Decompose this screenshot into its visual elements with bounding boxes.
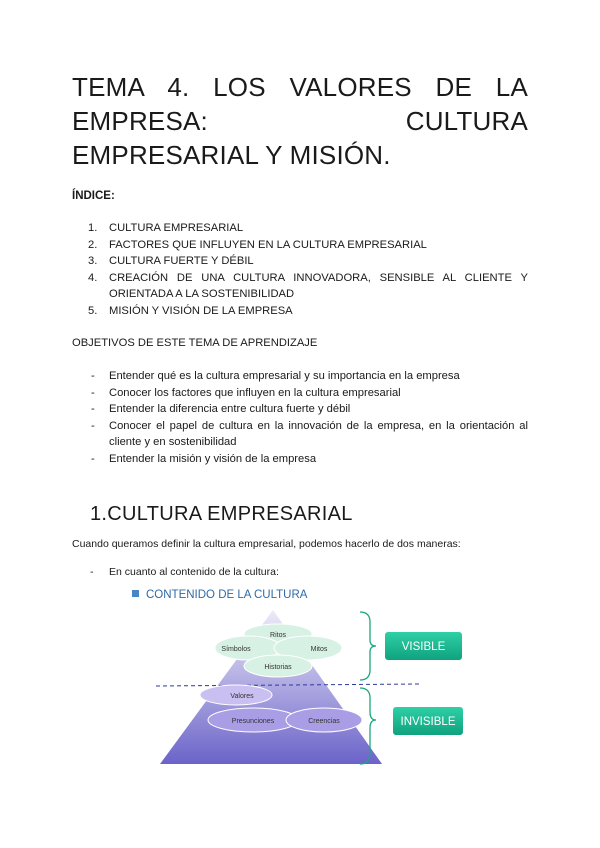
index-list (72, 220, 528, 319)
index-item-text: CULTURA EMPRESARIAL (109, 222, 244, 234)
visible-label: VISIBLE (401, 641, 446, 653)
bubble-label-mitos: Mitos (310, 646, 328, 653)
section-intro: Cuando queramos definir la cultura empresarial, podemos hacerlo de dos maneras: (72, 538, 461, 550)
bubble-label-ritos: Ritos (270, 632, 286, 639)
section-heading: 1.CULTURA EMPRESARIAL (90, 503, 353, 525)
index-label: ÍNDICE: (72, 190, 115, 202)
objective-text: Conocer los factores que influyen en la cultura empresarial (109, 386, 401, 399)
objectives-label: OBJETIVOS DE ESTE TEMA DE APRENDIZAJE (72, 337, 318, 349)
bullet-dash: - (91, 419, 95, 432)
bubble-label-historias: Historias (264, 664, 292, 671)
bubble-label-valores: Valores (230, 693, 254, 700)
index-item (72, 270, 528, 303)
index-item-text: FACTORES QUE INFLUYEN EN LA CULTURA EMPRESARIAL (109, 238, 427, 251)
invisible-label: INVISIBLE (400, 716, 456, 728)
index-item (72, 237, 528, 254)
diagram-title: CONTENIDO DE LA CULTURA (146, 589, 308, 601)
objective-item (72, 451, 528, 468)
objectives-list (72, 368, 528, 467)
bullet-dash: - (91, 403, 95, 415)
index-item (72, 303, 528, 320)
index-item-text: MISIÓN Y VISIÓN DE LA EMPRESA (109, 304, 293, 317)
index-item (72, 253, 528, 270)
index-item-number: 5. (88, 304, 98, 317)
index-item-text: CREACIÓN DE UNA CULTURA INNOVADORA, SENSIBLE AL CLIENTE Y ORIENTADA A LA SOSTENIBILIDAD (109, 271, 528, 300)
index-item-number: 4. (88, 271, 98, 284)
diagram-title-bullet-icon (132, 590, 139, 597)
index-item-number: 1. (88, 222, 98, 234)
bubble-label-simbolos: Símbolos (221, 646, 251, 653)
culture-content-diagram (120, 582, 470, 772)
objective-item (72, 368, 528, 385)
sub-list-text: En cuanto al contenido de la cultura: (109, 566, 279, 578)
index-item (72, 220, 528, 237)
document-title: TEMA 4. LOS VALORES DE LA EMPRESA: CULTURA EMPRESARIAL Y MISIÓN. (72, 72, 528, 170)
index-item-text: CULTURA FUERTE Y DÉBIL (109, 255, 254, 267)
objective-text: Entender qué es la cultura empresarial y su importancia en la empresa (109, 370, 460, 382)
bullet-dash: - (91, 452, 95, 465)
bubble-label-presunciones: Presunciones (231, 718, 275, 725)
visible-brace (360, 612, 376, 680)
bullet-dash: - (90, 566, 94, 578)
objective-text: Entender la misión y visión de la empresa (109, 452, 317, 465)
objective-item (72, 401, 528, 418)
index-item-number: 2. (88, 238, 98, 251)
index-item-number: 3. (88, 255, 98, 267)
objective-text: Entender la diferencia entre cultura fuerte y débil (109, 403, 351, 415)
bubble-label-creencias: Creencias (308, 718, 340, 725)
bullet-dash: - (91, 386, 95, 399)
bullet-dash: - (91, 370, 95, 382)
objective-item (72, 385, 528, 402)
objective-item (72, 418, 528, 451)
objective-text: Conocer el papel de cultura en la innovación de la empresa, en la orientación al cliente y en sostenibilidad (109, 419, 528, 448)
